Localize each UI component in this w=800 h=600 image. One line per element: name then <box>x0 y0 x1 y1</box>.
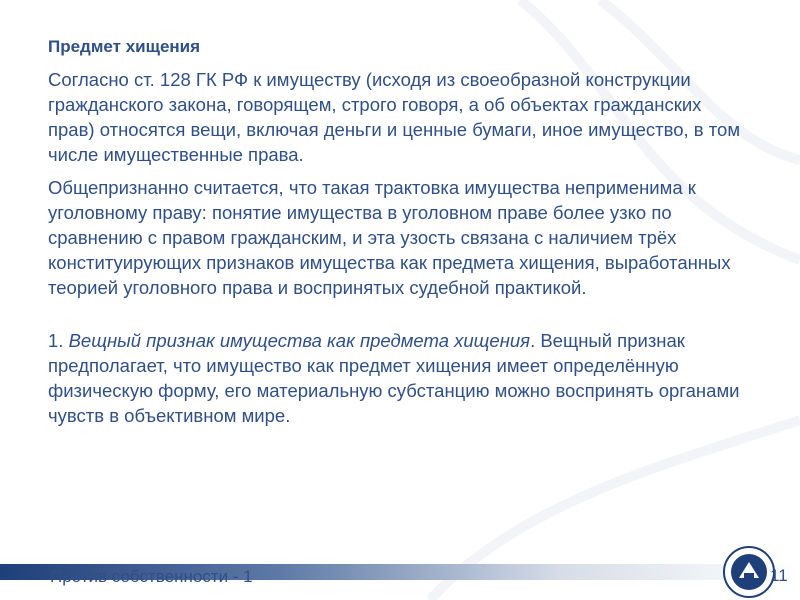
point-text: . Вещный признак предполагает, что имущество как предмет хищения имеет определённую физическую форму, его материальную субстанцию можно воспринять органами чувств в объективном мире. <box>48 330 740 426</box>
spacer <box>48 308 748 328</box>
slide-body <box>48 34 748 436</box>
slide-heading: Предмет хищения <box>48 37 201 56</box>
paragraph-2: Общепризнанно считается, что такая трактовка имущества неприменима к уголовному праву: понятие имущества в уголовном праве более узко по сравнению с правом гражданским, и эта узость связана с наличием трёх конституирующих признаков имущества как предмета хищения, выработанных теорией уголовного права и воспринятых судебной практикой. <box>48 177 731 298</box>
paragraph-1: Согласно ст. 128 ГК РФ к имуществу (исходя из своеобразной конструкции гражданского закона, говорящем, строго говоря, а об объектах гражданских прав) относятся вещи, включая деньги и ценные бумаги, иное имущество, в том числе имущественные права. <box>48 69 741 165</box>
point-number: 1. <box>48 330 64 351</box>
point-title: Вещный признак имущества как предмета хищения <box>68 330 531 351</box>
paragraph-point-1 <box>48 328 748 428</box>
page-number: 11 <box>770 566 788 585</box>
footer-title: Против собственности - 1 <box>50 567 253 586</box>
university-logo-icon <box>722 545 776 599</box>
